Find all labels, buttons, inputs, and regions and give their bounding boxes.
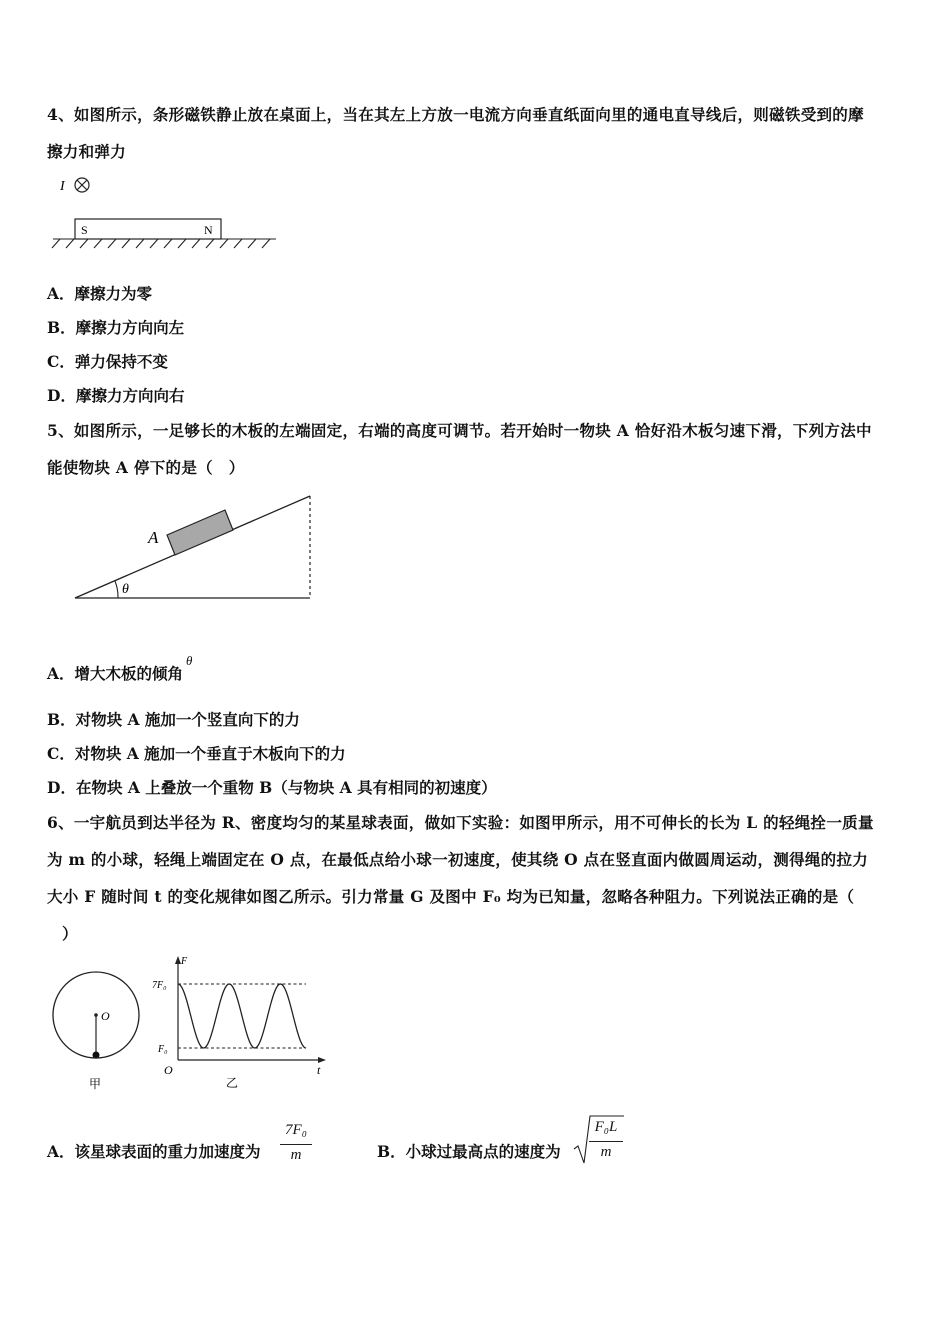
x-axis-label: t (317, 1063, 321, 1077)
y-tick-7f0: 7F₀ (152, 980, 167, 991)
q5-option-d[interactable]: D．在物块 A 上叠放一个重物 B（与物块 A 具有相同的初速度） (47, 778, 497, 797)
current-label: I (60, 179, 65, 194)
figure-caption-yi: 乙 (226, 1076, 239, 1090)
q5-incline-figure (70, 490, 320, 605)
ball (93, 1052, 100, 1059)
q4-option-c[interactable]: C．弹力保持不变 (47, 352, 168, 371)
origin-label: O (164, 1063, 173, 1077)
q5-option-b[interactable]: B．对物块 A 施加一个竖直向下的力 (47, 710, 300, 729)
q6-circle-figure (48, 968, 148, 1093)
table-surface (52, 239, 276, 248)
theta-symbol: θ (186, 653, 193, 668)
fraction-denominator: m (290, 1147, 302, 1163)
fraction-numerator: 7F₀ (285, 1122, 307, 1138)
q4-option-a[interactable]: A．摩擦力为零 (47, 284, 153, 303)
block-a-label: A (148, 528, 159, 547)
block-a (167, 510, 233, 555)
q4-option-d[interactable]: D．摩擦力方向向右 (47, 386, 185, 405)
q6-option-b-fraction (586, 1117, 626, 1165)
q6-option-a-fraction (278, 1120, 314, 1168)
magnet-pole-n: N (204, 223, 213, 237)
q5-stem-line2: 能使物块 A 停下的是（ ） (47, 458, 245, 477)
incline-angle-label: θ (122, 582, 129, 597)
bar-magnet (75, 219, 221, 239)
q6-option-a[interactable]: A．该星球表面的重力加速度为 (47, 1142, 261, 1161)
q4-stem-line1: 4、如图所示，条形磁铁静止放在桌面上，当在其左上方放一电流方向垂直纸面向里的通电直导线后，则磁铁受到的摩 (47, 105, 864, 124)
fraction-numerator: F₀L (594, 1119, 618, 1135)
figure-caption-jia: 甲 (89, 1077, 102, 1091)
force-curve (178, 984, 306, 1048)
q5-option-c[interactable]: C．对物块 A 施加一个垂直于木板向下的力 (47, 744, 346, 763)
q5-option-a-text: A．增大木板的倾角 (47, 664, 184, 683)
q4-stem-line2: 擦力和弹力 (47, 142, 127, 161)
q6-stem-line4: ） (62, 924, 78, 943)
q6-force-time-chart (150, 952, 335, 1092)
q6-stem-line3: 大小 F 随时间 t 的变化规律如图乙所示。引力常量 G 及图中 F₀ 均为已知量，忽略各种阻力。下列说法正确的是（ (47, 887, 855, 906)
pivot-o-label: O (101, 1009, 110, 1023)
magnet-pole-s: S (81, 223, 88, 237)
y-tick-f0: F₀ (158, 1044, 168, 1055)
q6-stem-line1: 6、一宇航员到达半径为 R、密度均匀的某星球表面，做如下实验：如图甲所示，用不可伸长的长为 L 的轻绳拴一质量 (47, 813, 874, 832)
y-axis-label: F (181, 956, 188, 967)
q5-stem-line1: 5、如图所示，一足够长的木板的左端固定，右端的高度可调节。若开始时一物块 A 恰好沿木板匀速下滑，下列方法中 (47, 421, 872, 440)
fraction-denominator: m (600, 1144, 612, 1160)
q6-stem-line2: 为 m 的小球，轻绳上端固定在 O 点，在最低点给小球一初速度，使其绕 O 点在竖直面内做圆周运动，测得绳的拉力 (47, 850, 869, 869)
q4-magnet-figure (48, 172, 283, 257)
q6-option-b[interactable]: B．小球过最高点的速度为 (377, 1142, 561, 1161)
current-into-page-icon (75, 178, 89, 192)
q5-option-a[interactable] (47, 653, 193, 684)
q4-option-b[interactable]: B．摩擦力方向向左 (47, 318, 185, 337)
